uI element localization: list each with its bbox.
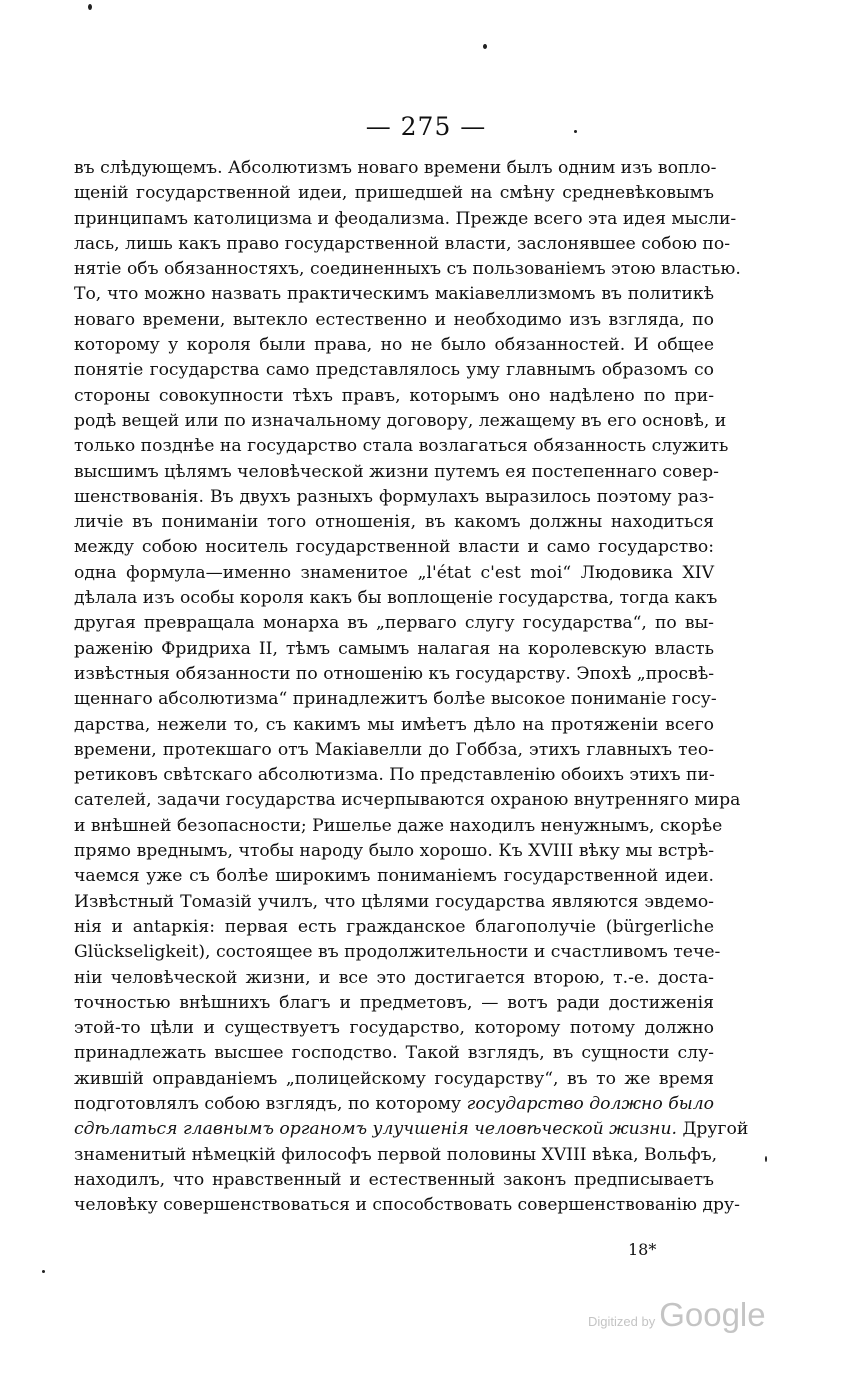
text-line: понятіе государства само представлялось уму главнымъ образомъ со (74, 360, 714, 381)
page-number: — 275 — (365, 112, 487, 141)
text-line: точностью внѣшнихъ благъ и предметовъ, — вотъ ради достиженія (74, 992, 714, 1013)
text-line: чаемся уже съ болѣе широкимъ пониманіемъ государственной идеи. (74, 866, 714, 887)
scan-speck (574, 130, 577, 133)
text-line: сателей, задачи государства исчерпываются охраною внутренняго мира (74, 790, 741, 811)
text-line: и внѣшней безопасности; Ришелье даже находилъ ненужнымъ, скорѣе (74, 815, 723, 836)
text-line: времени, протекшаго отъ Макіавелли до Гоббза, этихъ главныхъ тео- (74, 739, 714, 760)
text-line: раженію Фридриха II, тѣмъ самымъ налагая на королевскую власть (74, 638, 714, 659)
text-line: личіе въ пониманіи того отношенія, въ какомъ должны находиться (74, 512, 714, 533)
watermark-prefix: Digitized by (588, 1314, 656, 1329)
text-line: родѣ вещей или по изначальному договору, лежащему въ его основѣ, и (74, 410, 727, 431)
text-line: ніи человѣческой жизни, и все это достигается второю, т.-е. доста- (74, 967, 714, 988)
google-logo: Google (659, 1296, 766, 1333)
body-text (74, 156, 749, 1218)
text-line: въ слѣдующемъ. Абсолютизмъ новаго времени былъ одним изъ вопло- (74, 158, 717, 178)
text-line: новаго времени, вытекло естественно и необходимо изъ взгляда, по (74, 309, 714, 330)
text-line: нятіе объ обязанностяхъ, соединенныхъ съ пользованіемъ этою властью. (74, 259, 741, 280)
text-line: жившій оправданіемъ „полицейскому государству“, въ то же время (74, 1068, 714, 1089)
text-run: подготовлялъ собою взглядъ, по которому (74, 1093, 462, 1114)
italic-run: государство должно было (466, 1093, 714, 1114)
text-line: между собою носитель государственной власти и само государство: (74, 537, 714, 558)
text-line: нія и аntаркія: первая есть гражданское благополучіе (bürgerliche (74, 916, 714, 937)
text-line-with-italic (74, 1092, 714, 1117)
text-line: дарства, нежели то, съ какимъ мы имѣетъ дѣло на протяженіи всего (74, 714, 714, 735)
text-line: принципамъ католицизма и феодализма. Прежде всего эта идея мысли- (74, 208, 737, 229)
scan-speck (42, 1270, 45, 1273)
text-line: Извѣстный Томазій училъ, что цѣлями государства являются эвдемо- (74, 891, 714, 912)
text-line: Glückseligkeit), состоящее въ продолжительности и счастливомъ тече- (74, 942, 721, 963)
text-line: ретиковъ свѣтскаго абсолютизма. По представленію обоихъ этихъ пи- (74, 765, 715, 786)
text-line: находилъ, что нравственный и естественный законъ предписываетъ (74, 1169, 714, 1190)
text-line: шенствованія. Въ двухъ разныхъ формулахъ выразилось поэтому раз- (74, 486, 714, 507)
text-line: одна формула—именно знаменитое „l'état c'est moi“ Людовика XIV (74, 562, 714, 583)
text-line: То, что можно назвать практическимъ макіавеллизмомъ въ политикѣ (74, 284, 714, 305)
text-line: высшимъ цѣлямъ человѣческой жизни путемъ ея постепеннаго совер- (74, 461, 719, 482)
text-line: этой-то цѣли и существуетъ государство, которому потому должно (74, 1018, 714, 1039)
text-line: извѣстныя обязанности по отношенію къ государству. Эпохѣ „просвѣ- (74, 663, 714, 684)
google-watermark (588, 1296, 766, 1334)
italic-run: сдѣлаться главнымъ органомъ улучшенія человѣческой жизни. (74, 1119, 677, 1140)
text-line: стороны совокупности тѣхъ правъ, которымъ оно надѣлено по при- (74, 385, 714, 406)
text-line: человѣку совершенствоваться и способствовать совершенствованію дру- (74, 1195, 740, 1216)
text-line: другая превращала монарха въ „перваго слугу государства“, по вы- (74, 613, 714, 634)
scan-speck (765, 1156, 767, 1162)
text-line: дѣлала изъ особы короля какъ бы воплощеніе государства, тогда какъ (74, 588, 718, 609)
scan-speck (88, 4, 92, 10)
text-line: знаменитый нѣмецкій философъ первой половины XVIII вѣка, Вольфъ, (74, 1144, 718, 1165)
text-line-with-italic (74, 1117, 749, 1142)
text-line: щеній государственной идеи, пришедшей на смѣну средневѣковымъ (74, 183, 714, 204)
text-line: только позднѣе на государство стала возлагаться обязанность служить (74, 436, 729, 457)
text-run: Другой (676, 1119, 749, 1140)
text-line: принадлежать высшее господство. Такой взглядъ, въ сущности слу- (74, 1043, 714, 1064)
scan-speck (483, 44, 487, 49)
text-line: щеннаго абсолютизма“ принадлежитъ болѣе высокое пониманіе госу- (74, 689, 717, 710)
text-line: прямо вреднымъ, чтобы народу было хорошо. Къ XVIII вѣку мы встрѣ- (74, 841, 714, 862)
text-line: которому у короля были права, но не было обязанностей. И общее (74, 335, 714, 356)
signature-mark: 18* (628, 1240, 657, 1259)
text-line: лась, лишь какъ право государственной власти, заслонявшее собою по- (74, 233, 730, 254)
